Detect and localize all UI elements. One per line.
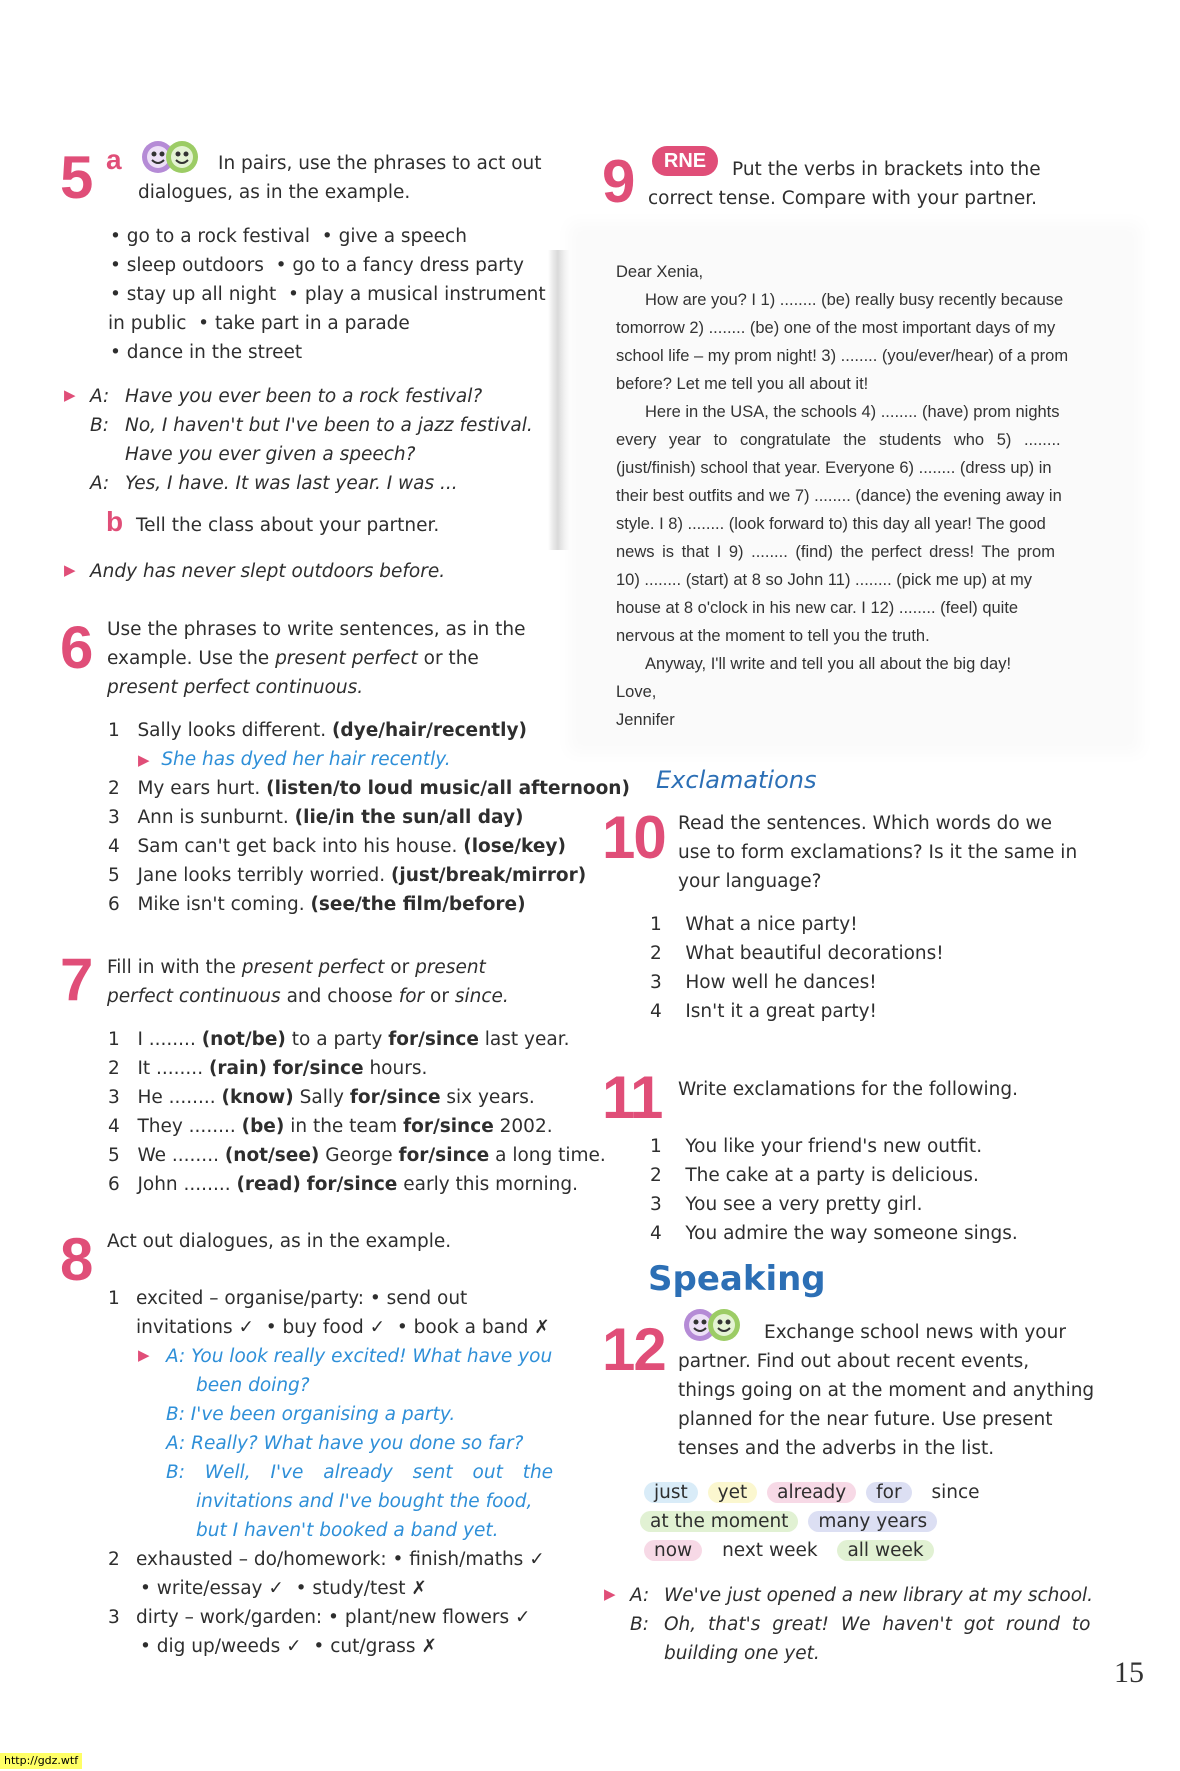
exercise-10-instruction-line2: use to form exclamations? Is it the same in (678, 842, 1078, 863)
dialogue-line: Have you ever given a speech? (125, 444, 416, 465)
exercise-7-instruction-line1: Fill in with the present perfect or present (107, 957, 486, 978)
adverb-chip: for (866, 1482, 911, 1503)
list-item: 3 Ann is sunburnt. (lie/in the sun/all day) (108, 807, 524, 828)
dialogue-line: building one yet. (664, 1643, 820, 1664)
exercise-12-instruction-line5: tenses and the adverbs in the list. (678, 1438, 995, 1459)
exercise-12-number: 12 (602, 1316, 665, 1383)
adverb-list-row (644, 1536, 938, 1565)
list-item: dirty – work/garden: • plant/new flowers ✓ (136, 1607, 531, 1628)
dialogue-line: Yes, I have. It was last year. I was ... (125, 473, 458, 494)
list-item: exhausted – do/homework: • finish/maths ✓ (136, 1549, 545, 1570)
letter-line: school life – my prom night! 3) ........ (you/ever/hear) of a prom (616, 347, 1069, 365)
source-url-label[interactable]: http://gdz.wtf (0, 1753, 82, 1769)
list-item: 3 How well he dances! (650, 972, 877, 993)
exercise-11-number: 11 (602, 1064, 662, 1131)
exercise-8-instruction: Act out dialogues, as in the example. (107, 1231, 452, 1252)
letter-line: Dear Xenia, (616, 263, 704, 281)
example-line: B: Well, I've already sent out the (166, 1462, 554, 1483)
phrase-line: • stay up all night • play a musical instrument (110, 284, 546, 305)
exercise-9-number: 9 (602, 148, 634, 215)
exercise-6-instruction-line3: present perfect continuous. (107, 677, 364, 698)
example-answer: ▶ She has dyed her hair recently. (138, 749, 451, 770)
list-item: 1 I ........ (not/be) to a party for/since last year. (108, 1029, 570, 1050)
letter-line: before? Let me tell you all about it! (616, 375, 869, 393)
list-item: 2 The cake at a party is delicious. (650, 1165, 979, 1186)
adverb-chip: since (931, 1482, 980, 1503)
phrase-line: • sleep outdoors • go to a fancy dress party (110, 255, 524, 276)
list-item: invitations ✓ • buy food ✓ • book a band ✗ (136, 1317, 550, 1338)
exercise-6-instruction-line1: Use the phrases to write sentences, as in the (107, 619, 526, 640)
list-item: 3 You see a very pretty girl. (650, 1194, 923, 1215)
example-line: been doing? (196, 1375, 310, 1396)
adverb-chip: yet (708, 1482, 758, 1503)
exercise-12-instruction-line2: partner. Find out about recent events, (678, 1351, 1030, 1372)
list-item: 4 Isn't it a great party! (650, 1001, 877, 1022)
list-item: 1 What a nice party! (650, 914, 858, 935)
letter-line: house at 8 o'clock in his new car. I 12) ........ (feel) quite (616, 599, 1019, 617)
letter-line: Jennifer (616, 711, 675, 729)
letter-line: news is that I 9) ........ (find) the perfect dress! The prom (616, 543, 1055, 561)
exercise-6-number: 6 (60, 614, 92, 681)
letter-line: nervous at the moment to tell you the truth. (616, 627, 930, 645)
letter-line: How are you? I 1) ........ (be) really busy recently because (645, 291, 1064, 309)
list-item: 6 Mike isn't coming. (see/the film/before) (108, 894, 526, 915)
phrase-line: in public • take part in a parade (108, 313, 410, 334)
phrase-line: • go to a rock festival • give a speech (110, 226, 467, 247)
example-line: B: I've been organising a party. (166, 1404, 456, 1425)
exclamations-heading: Exclamations (656, 766, 817, 794)
exercise-8-number: 8 (60, 1226, 92, 1293)
exercise-10-number: 10 (602, 804, 665, 871)
exercise-12-instruction-line4: planned for the near future. Use present (678, 1409, 1053, 1430)
letter-line: (just/finish) school that year. Everyone 6) ........ (dress up) in (616, 459, 1052, 477)
example-arrow-icon: ▶ (604, 1585, 616, 1603)
dialogue-speaker: A: (90, 386, 110, 407)
example-arrow-icon: ▶ (64, 561, 76, 579)
adverb-chip: next week (722, 1540, 818, 1561)
exercise-7-instruction-line2: perfect continuous and choose for or since. (107, 986, 509, 1007)
letter-line: Here in the USA, the schools 4) ........ (have) prom nights (645, 403, 1060, 421)
dialogue-speaker: B: (90, 415, 109, 436)
speaking-heading: Speaking (648, 1259, 826, 1299)
adverb-chip: already (767, 1482, 856, 1503)
example-arrow-icon: ▶ (138, 751, 150, 769)
letter-line: Love, (616, 683, 657, 701)
exercise-12-instruction-line3: things going on at the moment and anything (678, 1380, 1095, 1401)
letter-line: their best outfits and we 7) ........ (dance) the evening away in (616, 487, 1062, 505)
exercise-5a-label: a (106, 144, 122, 175)
list-item: 1 You like your friend's new outfit. (650, 1136, 983, 1157)
exercise-5b-example: Andy has never slept outdoors before. (90, 561, 446, 582)
list-item: 2 It ........ (rain) for/since hours. (108, 1058, 428, 1079)
exercise-5b-instruction: Tell the class about your partner. (136, 515, 440, 536)
letter-line: Anyway, I'll write and tell you all about the big day! (645, 655, 1012, 673)
list-item: 2 What beautiful decorations! (650, 943, 944, 964)
adverb-chip: many years (808, 1511, 937, 1532)
exercise-5-number: 5 (60, 144, 92, 211)
dialogue-line: No, I haven't but I've been to a jazz festival. (125, 415, 533, 436)
list-item: 4 Sam can't get back into his house. (lose/key) (108, 836, 566, 857)
page-number: 15 (1114, 1656, 1144, 1689)
letter-line: tomorrow 2) ........ (be) one of the most important days of my (616, 319, 1056, 337)
exercise-10-instruction-line1: Read the sentences. Which words do we (678, 813, 1053, 834)
list-item: 6 John ........ (read) for/since early this morning. (108, 1174, 579, 1195)
example-line: but I haven't booked a band yet. (196, 1520, 499, 1541)
exercise-5b-label: b (106, 506, 124, 537)
letter-line: every year to congratulate the students who 5) ........ (616, 431, 1061, 449)
list-item: 4 They ........ (be) in the team for/since 2002. (108, 1116, 553, 1137)
example-arrow-icon: ▶ (138, 1346, 150, 1364)
dialogue-speaker: B: (630, 1614, 649, 1635)
exercise-6-instruction-line2: example. Use the present perfect or the (107, 648, 479, 669)
exercise-9-instruction-line1: Put the verbs in brackets into the (732, 159, 1041, 180)
adverb-list-row (640, 1507, 941, 1536)
exercise-7-number: 7 (60, 946, 92, 1013)
dialogue-speaker: A: (630, 1585, 650, 1606)
example-line: A: You look really excited! What have you (166, 1346, 553, 1367)
adverb-chip: at the moment (640, 1511, 798, 1532)
example-line: invitations and I've bought the food, (196, 1491, 533, 1512)
rne-badge-icon: RNE (652, 146, 718, 176)
pair-work-icon (680, 1306, 746, 1344)
adverb-list-row (644, 1478, 994, 1507)
list-item: • dig up/weeds ✓ • cut/grass ✗ (140, 1636, 437, 1657)
phrase-line: • dance in the street (110, 342, 303, 363)
dialogue-line: We've just opened a new library at my school. (664, 1585, 1094, 1606)
letter-line: style. I 8) ........ (look forward to) this day all year! The good (616, 515, 1046, 533)
list-item-number: 3 (108, 1607, 120, 1628)
pair-work-icon (138, 138, 204, 176)
list-item: excited – organise/party: • send out (136, 1288, 468, 1309)
dialogue-speaker: A: (90, 473, 110, 494)
list-item: 4 You admire the way someone sings. (650, 1223, 1018, 1244)
page-fold-shadow (548, 250, 570, 550)
exercise-12-instruction-line1: Exchange school news with your (764, 1322, 1066, 1343)
list-item: 5 We ........ (not/see) George for/since a long time. (108, 1145, 606, 1166)
letter-line: 10) ........ (start) at 8 so John 11) ........ (pick me up) at my (616, 571, 1032, 589)
list-item: • write/essay ✓ • study/test ✗ (140, 1578, 427, 1599)
list-item: 1 Sally looks different. (dye/hair/recently) (108, 720, 527, 741)
adverb-chip: all week (837, 1540, 933, 1561)
adverb-chip: now (644, 1540, 702, 1561)
exercise-9-instruction-line2: correct tense. Compare with your partner. (648, 188, 1038, 209)
list-item-number: 2 (108, 1549, 120, 1570)
list-item-number: 1 (108, 1288, 120, 1309)
exercise-5a-instruction-line2: dialogues, as in the example. (138, 182, 411, 203)
example-line: A: Really? What have you done so far? (166, 1433, 524, 1454)
list-item: 2 My ears hurt. (listen/to loud music/all afternoon) (108, 778, 630, 799)
dialogue-line: Oh, that's great! We haven't got round to (664, 1614, 1091, 1635)
adverb-chip: just (644, 1482, 698, 1503)
exercise-11-instruction: Write exclamations for the following. (678, 1079, 1018, 1100)
dialogue-line: Have you ever been to a rock festival? (125, 386, 483, 407)
list-item: 3 He ........ (know) Sally for/since six years. (108, 1087, 535, 1108)
list-item: 5 Jane looks terribly worried. (just/break/mirror) (108, 865, 587, 886)
exercise-5a-instruction-line1: In pairs, use the phrases to act out (218, 153, 542, 174)
exercise-10-instruction-line3: your language? (678, 871, 822, 892)
example-arrow-icon: ▶ (64, 386, 76, 404)
